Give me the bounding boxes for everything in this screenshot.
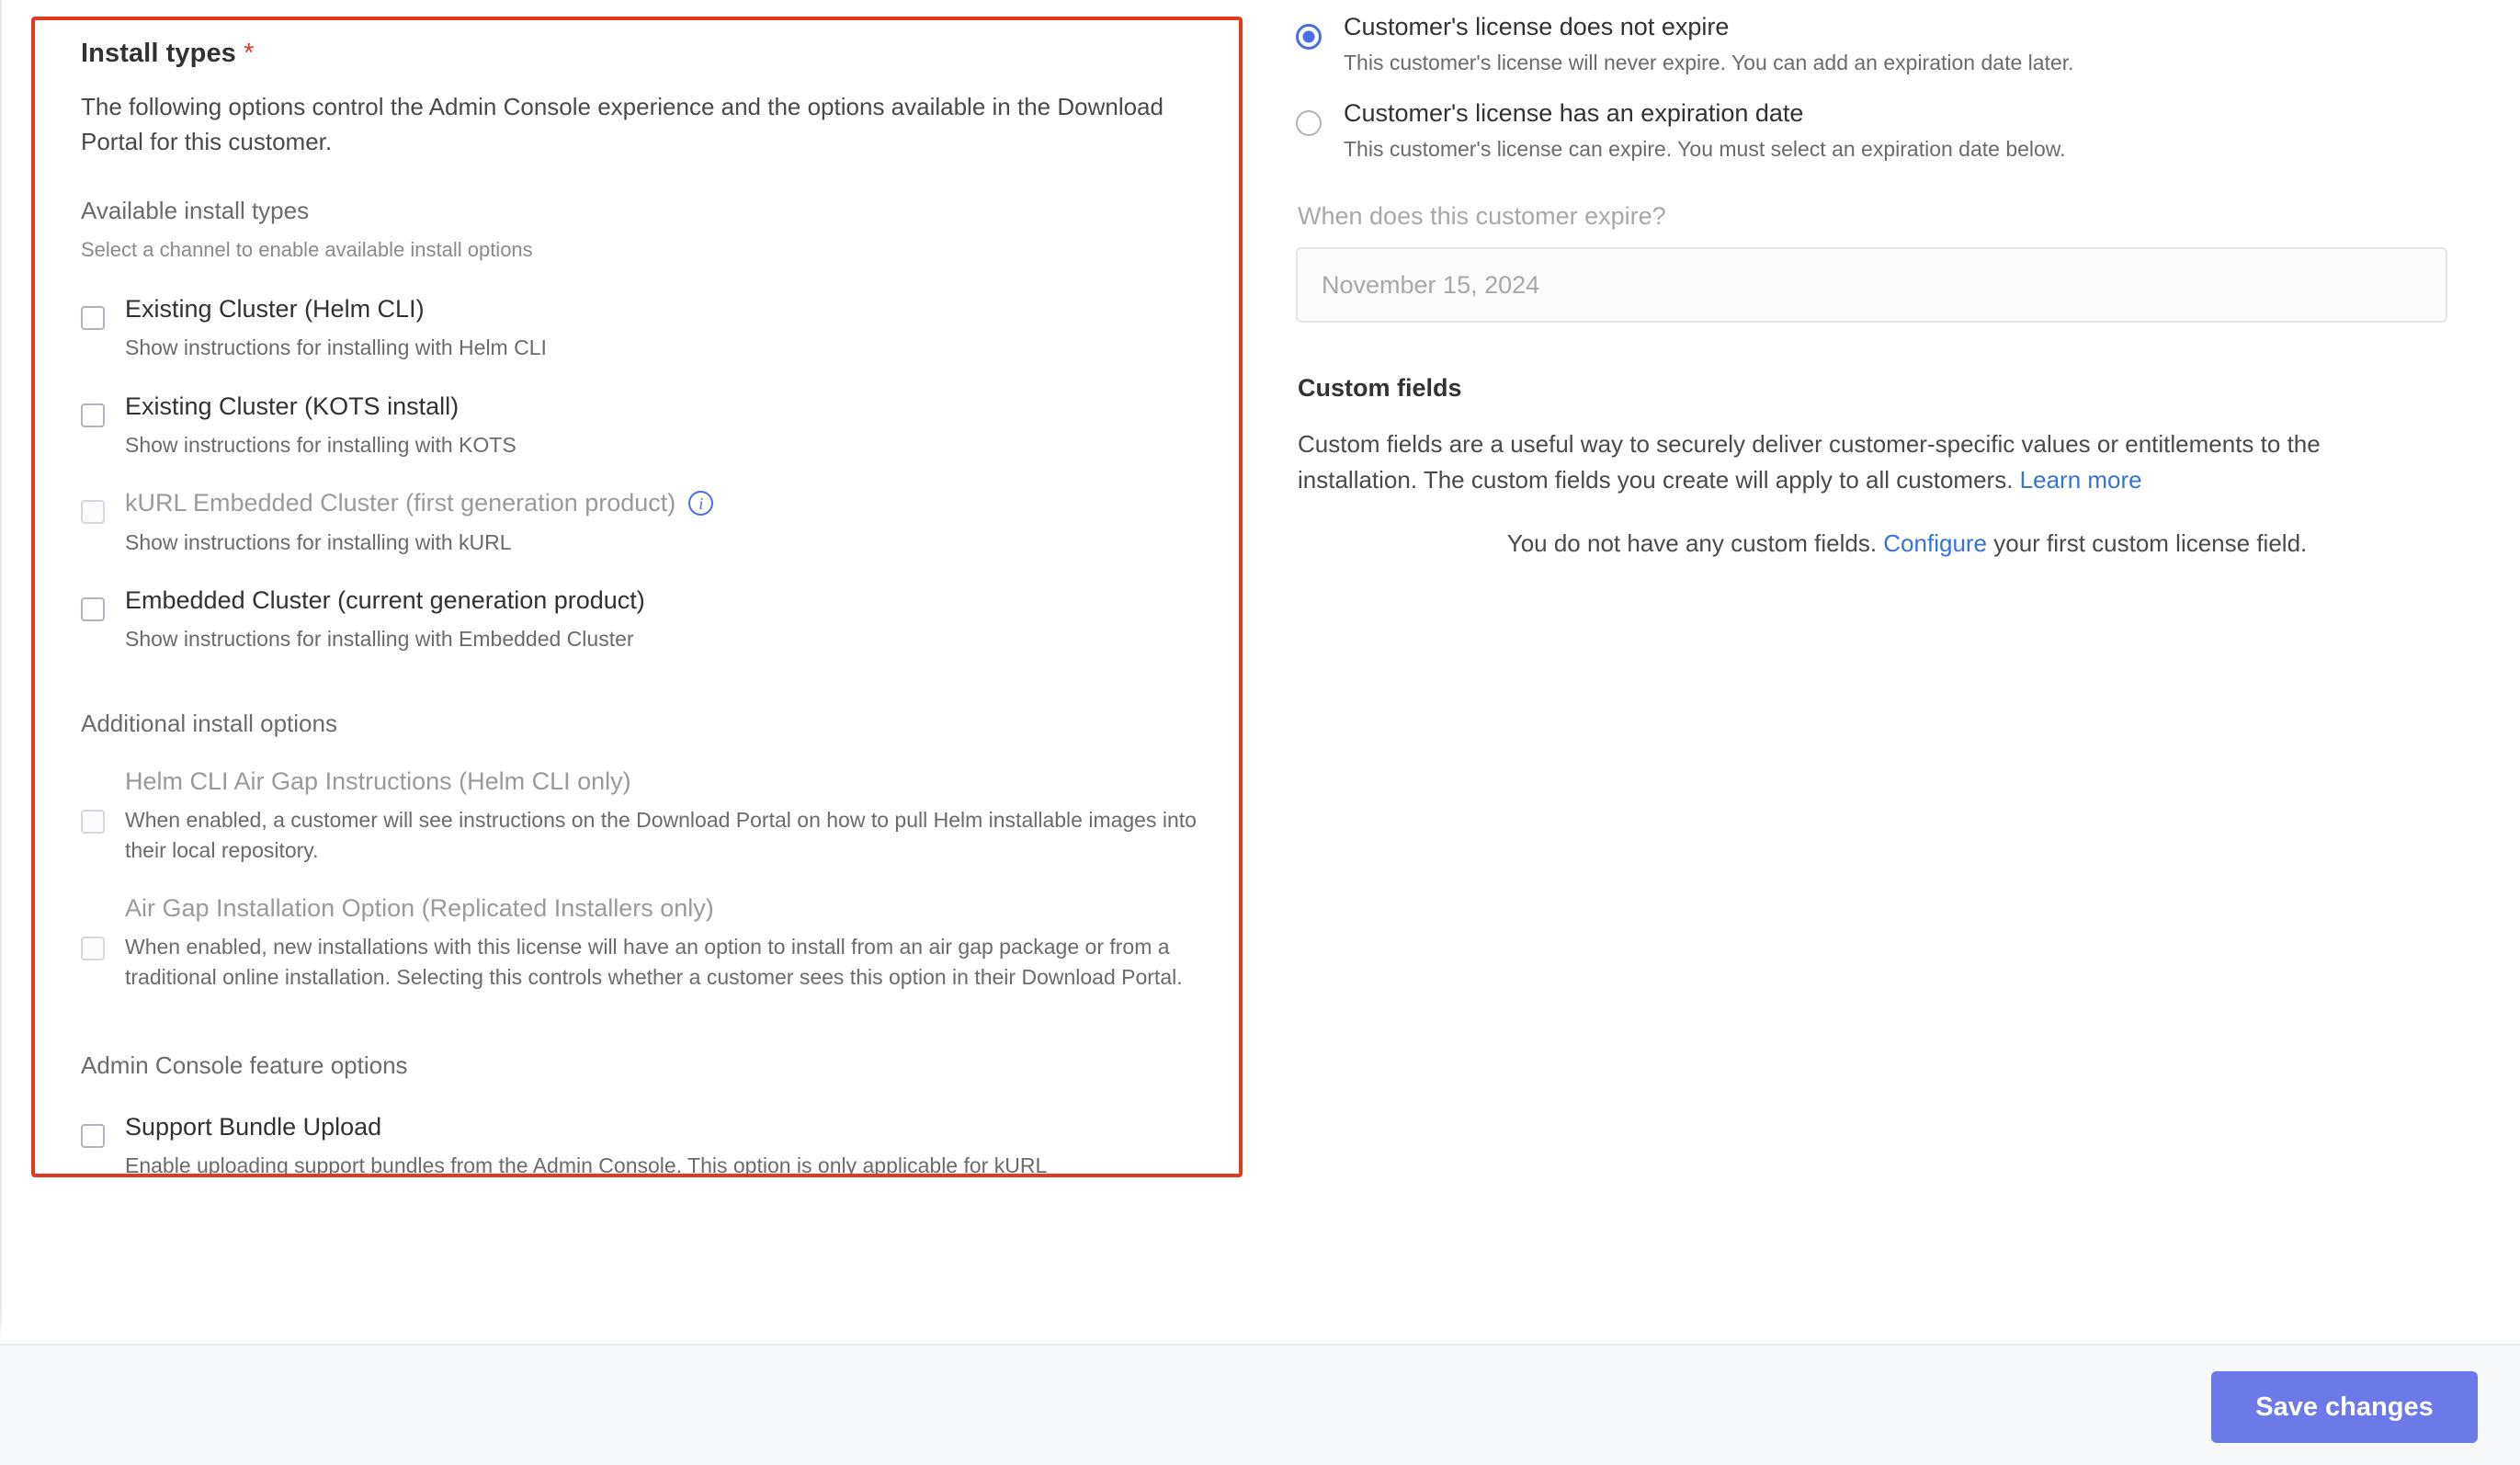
install-option-sublabel: Show instructions for installing with kURL [125, 529, 512, 554]
additional-install-options-heading: Additional install options [81, 709, 337, 737]
install-option-text [125, 766, 1232, 865]
admin-console-feature-options-heading: Admin Console feature options [81, 1050, 408, 1079]
install-option-label: Existing Cluster (Helm CLI) [125, 294, 425, 323]
install-option-sublabel: Show instructions for installing with Helm CLI [125, 335, 547, 360]
expiration-option-no-expire[interactable] [1296, 13, 2463, 75]
spacer [81, 682, 1232, 710]
required-asterisk: * [244, 39, 255, 68]
radio-has-expiration[interactable] [1296, 110, 1322, 136]
install-option-label-wrap [125, 487, 1232, 519]
custom-fields-empty-suffix: your first custom license field. [1987, 529, 2308, 557]
footer-bar [0, 1344, 2520, 1465]
learn-more-link[interactable]: Learn more [2019, 466, 2142, 494]
install-option-text [125, 391, 1232, 460]
install-types-description: The following options control the Admin Console experience and the options available in the Download Portal for this customer. [81, 93, 1164, 156]
custom-fields-title: Custom fields [1298, 374, 1462, 402]
configure-custom-fields-link[interactable]: Configure [1883, 529, 1988, 557]
install-option-label: Helm CLI Air Gap Instructions (Helm CLI only) [125, 767, 631, 795]
expiration-option-label: Customer's license has an expiration date [1344, 99, 1804, 127]
install-option-existing-cluster-kots[interactable] [81, 391, 1232, 460]
admin-console-option-label: Support Bundle Upload [125, 1112, 382, 1141]
install-option-text [125, 585, 1232, 654]
page-title [81, 39, 1232, 69]
admin-console-option-sublabel: Enable uploading support bundles from the Admin Console. This option is only applicable for kURL [125, 1153, 1048, 1177]
available-install-types-heading: Available install types [81, 196, 310, 224]
install-types-title: Install types [81, 39, 236, 68]
install-option-embedded-cluster[interactable] [81, 585, 1232, 654]
admin-console-option-text [125, 1111, 1232, 1181]
checkbox-support-bundle-upload[interactable] [81, 1124, 105, 1148]
available-install-types-note: Select a channel to enable available install options [81, 237, 533, 261]
custom-fields-description-text: Custom fields are a useful way to securely deliver customer-specific values or entitlements to the installation. The custom fields you create will apply to all customers. [1298, 430, 2321, 494]
install-option-label: Existing Cluster (KOTS install) [125, 392, 460, 420]
install-option-sublabel: When enabled, a customer will see instructions on the Download Portal on how to pull Helm installable images into their local repository. [125, 808, 1197, 862]
expiration-option-text [1344, 13, 2074, 75]
checkbox-kurl-embedded-cluster[interactable] [81, 500, 105, 524]
radio-no-expire[interactable] [1296, 24, 1322, 50]
info-icon[interactable]: i [688, 491, 713, 516]
checkbox-existing-cluster-helm-cli[interactable] [81, 306, 105, 330]
install-option-kurl-embedded-cluster[interactable] [81, 487, 1232, 557]
install-option-sublabel: Show instructions for installing with Embedded Cluster [125, 627, 634, 652]
install-option-label: kURL Embedded Cluster (first generation product) [125, 489, 676, 517]
expiration-date-input[interactable] [1296, 247, 2447, 323]
install-option-text [125, 487, 1232, 557]
install-option-sublabel: When enabled, new installations with this license will have an option to install from an air gap package or from a traditional online installation. Selecting this controls whether a customer sees this option in their Download Portal. [125, 935, 1183, 990]
checkbox-helm-cli-air-gap[interactable] [81, 810, 105, 834]
content-fade [0, 1307, 2520, 1344]
expiration-option-sublabel: This customer's license can expire. You must select an expiration date below. [1344, 137, 2066, 161]
install-option-label: Air Gap Installation Option (Replicated Installers only) [125, 894, 714, 923]
install-option-existing-cluster-helm-cli[interactable] [81, 293, 1232, 363]
install-option-sublabel: Show instructions for installing with KOTS [125, 432, 516, 457]
custom-fields-empty-state [1296, 529, 2463, 558]
checkbox-existing-cluster-kots[interactable] [81, 403, 105, 427]
install-option-text [125, 892, 1232, 992]
install-option-label: Embedded Cluster (current generation product) [125, 586, 645, 615]
expiration-date-placeholder: November 15, 2024 [1322, 270, 1540, 299]
expiration-option-label: Customer's license does not expire [1344, 13, 1730, 40]
save-changes-button[interactable]: Save changes [2211, 1371, 2478, 1443]
install-option-air-gap-installation[interactable] [81, 892, 1232, 992]
checkbox-air-gap-installation[interactable] [81, 937, 105, 960]
checkbox-embedded-cluster[interactable] [81, 597, 105, 621]
install-option-helm-cli-air-gap[interactable] [81, 766, 1232, 865]
expiration-date-label: When does this customer expire? [1298, 202, 1666, 230]
install-option-text [125, 293, 1232, 363]
admin-console-option-support-bundle-upload[interactable] [81, 1111, 1232, 1181]
custom-fields-description [1298, 426, 2419, 498]
expiration-option-sublabel: This customer's license will never expire. You can add an expiration date later. [1344, 51, 2074, 74]
license-expiration-column [1296, 0, 2518, 558]
custom-fields-empty-prefix: You do not have any custom fields. [1506, 529, 1884, 557]
install-types-column [0, 0, 1287, 1342]
expiration-option-text [1344, 99, 2066, 162]
expiration-option-has-expiration[interactable] [1296, 99, 2463, 162]
